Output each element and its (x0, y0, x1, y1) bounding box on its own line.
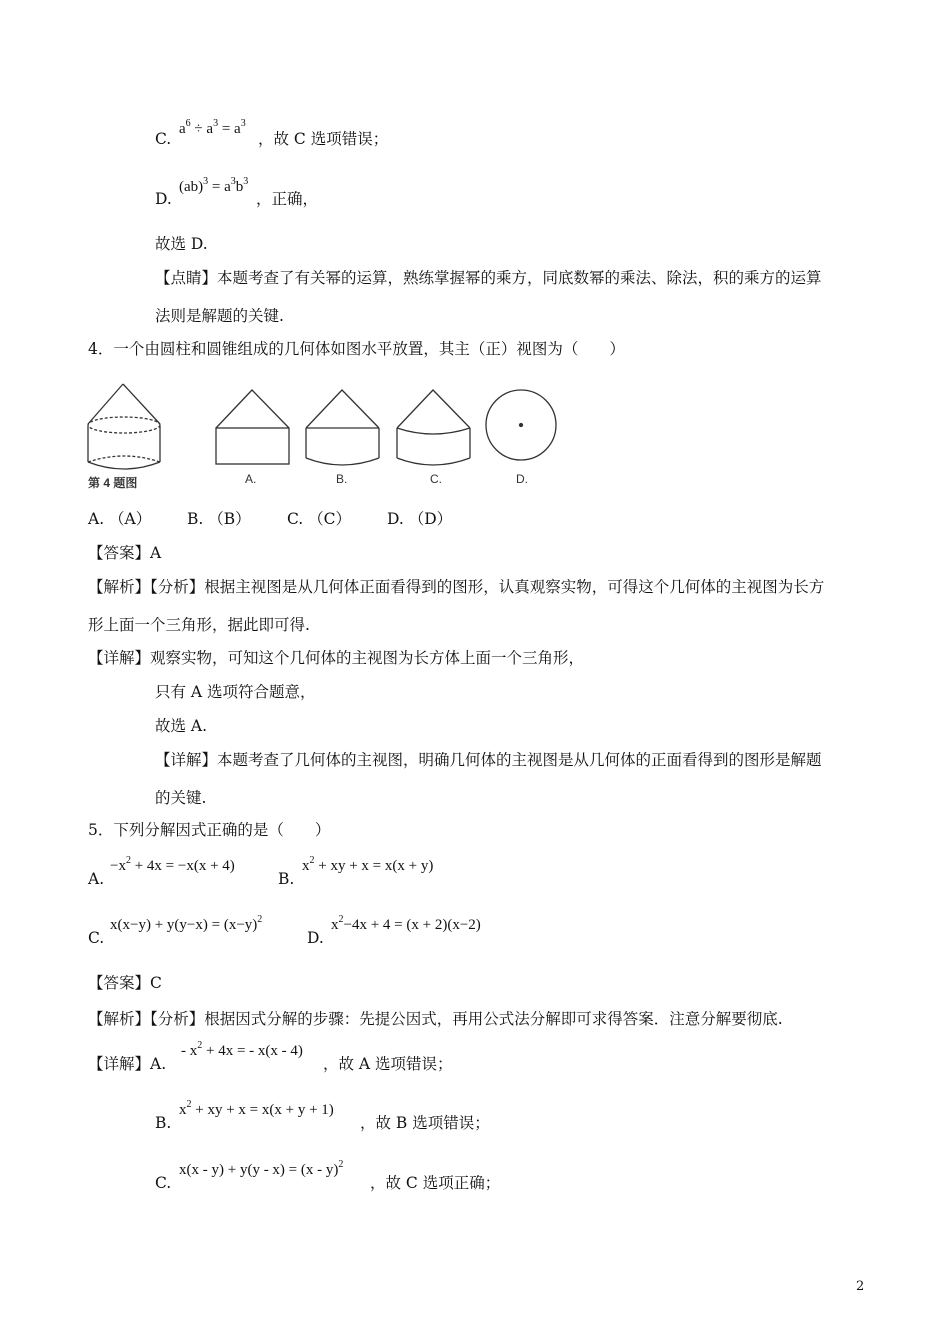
q4-option-b: B. （B） (187, 510, 251, 528)
q4-stem: 4．一个由圆柱和圆锥组成的几何体如图水平放置，其主（正）视图为（ ） (88, 340, 625, 358)
q3-option-c-text: ，故 C 选项错误； (258, 130, 389, 148)
q4-option-a: A. （A） (88, 510, 152, 528)
q5-option-c-label: C. (88, 929, 105, 947)
q4-solid-figure (88, 384, 160, 469)
q3-conclusion: 故选 D. (155, 235, 208, 253)
q4-figure-label-b: B. (336, 472, 348, 486)
q3-option-d-label: D. (155, 190, 172, 208)
q3-tip-line1: 【点睛】本题考查了有关幂的运算，熟练掌握幂的乘方，同底数幂的乘法、除法，积的乘方的运算 (155, 269, 822, 287)
q4-analysis-line2: 形上面一个三角形，据此即可得. (88, 616, 310, 634)
q5-option-b-label: B. (278, 870, 295, 888)
q3-option-d-text: ，正确， (256, 190, 319, 208)
q4-analysis-line1: 【解析】【分析】根据主视图是从几何体正面看得到的图形，认真观察实物，可得这个几何体的主视图为长方 (88, 578, 825, 596)
q5-option-a-label: A. (88, 870, 105, 888)
q5-stem: 5．下列分解因式正确的是（ ） (88, 821, 331, 839)
q4-answer: 【答案】A (88, 544, 162, 562)
q3-option-c-label: C. (155, 130, 172, 148)
q4-figure-label-c: C. (430, 472, 442, 486)
q5-detail-a-formula: - $x^2 + 4x$ = - x(x - 4) (181, 1040, 303, 1059)
q5-detail-c-text: ，故 C 选项正确； (370, 1174, 501, 1192)
q5-detail-b-formula: $x^2$ + xy + x = x(x + y + 1) (179, 1099, 334, 1118)
q5-answer: 【答案】C (88, 974, 162, 992)
q5-option-a-formula: $-x^2 + 4x = -x(x + 4)$ (110, 855, 235, 874)
q5-detail-c-label: C. (155, 1174, 172, 1192)
q4-figure-label-d: D. (516, 472, 528, 486)
q4-option-d: D. （D） (387, 510, 453, 528)
q4-option-c: C. （C） (287, 510, 352, 528)
q5-option-c-formula: $x(x-y) + y(y-x) = (x-y)^2$ (110, 914, 263, 933)
page-number: 2 (856, 1279, 865, 1294)
q4-tip-line1: 【详解】本题考查了几何体的主视图，明确几何体的主视图是从几何体的正面看得到的图形是解题 (155, 751, 822, 769)
q4-detail-line1: 【详解】观察实物，可知这个几何体的主视图为长方体上面一个三角形， (88, 649, 585, 667)
q4-figure (80, 380, 580, 490)
q4-option-d-drawing (486, 390, 556, 460)
q3-option-c-formula: $a^6 \div a^3 = a^3$ (179, 118, 246, 137)
q4-detail-line3: 故选 A. (155, 717, 208, 735)
q4-option-a-drawing (216, 390, 289, 464)
q4-figure-caption: 第 4 题图 (88, 476, 138, 490)
q5-analysis: 【解析】【分析】根据因式分解的步骤：先提公因式，再用公式法分解即可求得答案．注意分解要彻底. (88, 1010, 783, 1028)
q3-tip-line2: 法则是解题的关键. (155, 307, 284, 325)
q5-detail-c-formula: x(x - y) + y(y - x) = (x - y)$^2$ (179, 1159, 344, 1178)
q5-detail-b-label: B. (155, 1114, 172, 1132)
q5-detail-prefix: 【详解】A. (88, 1055, 167, 1073)
q4-tip-line2: 的关键. (155, 789, 207, 807)
q5-option-d-label: D. (307, 929, 324, 947)
q5-detail-b-text: ，故 B 选项错误； (360, 1114, 490, 1132)
q4-option-b-drawing (306, 390, 379, 465)
q4-detail-line2: 只有 A 选项符合题意， (155, 683, 316, 701)
q5-option-b-formula: $x^2$ + xy + x = x(x + y) (302, 855, 434, 874)
q4-option-c-drawing (397, 390, 470, 465)
q4-figure-label-a: A. (245, 472, 257, 486)
q3-option-d-formula: $(ab)^3 = a^3b^3$ (179, 176, 249, 195)
q5-detail-a-text: ，故 A 选项错误； (323, 1055, 453, 1073)
q5-option-d-formula: $x^2-4x + 4 = (x + 2)(x-2)$ (331, 914, 481, 933)
